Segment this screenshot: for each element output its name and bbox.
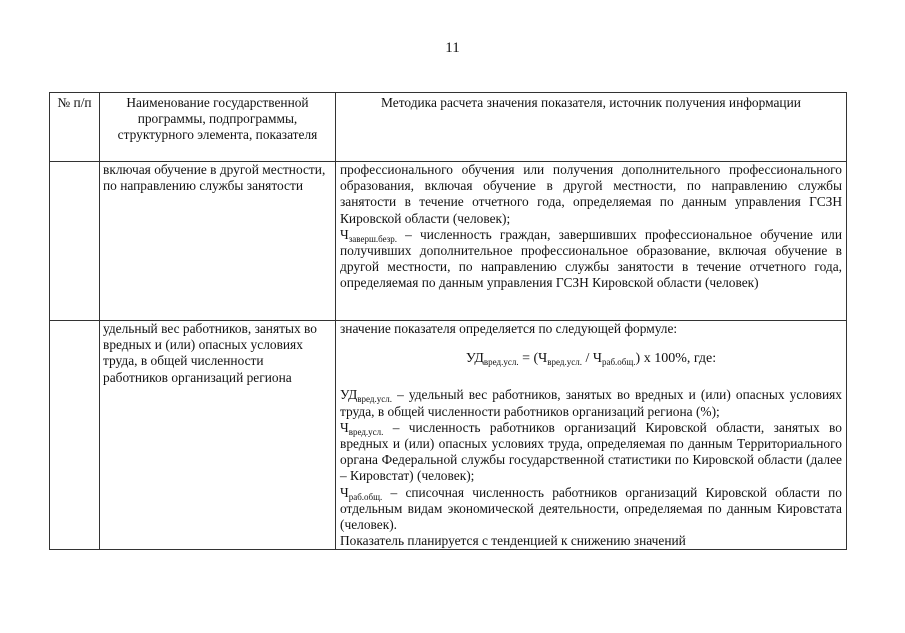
formula-intro: значение показателя определяется по следующей формуле:	[340, 321, 678, 336]
def1-symbol: УД	[340, 387, 358, 403]
def3-text: – списочная численность работников организаций Кировской области по отдельным видам экономической деятельности, определяемая по данным Кировстата (человек).	[340, 484, 842, 533]
row2-num	[50, 321, 100, 550]
def2-sub: вред.усл.	[348, 426, 384, 437]
def2-symbol: Ч	[340, 419, 349, 435]
def3-symbol: Ч	[340, 484, 349, 500]
def2-text: – численность работников организаций Кировской области, занятых во вредных и (или) опасных условиях труда, определяемая по данным Территориального органа Федеральной службы государственной статистики по Кировской области (далее – Кировстат) (человек);	[340, 419, 842, 484]
page-number: 11	[445, 40, 460, 56]
def-symbol: Ч	[340, 226, 349, 242]
definition-ch-rab	[340, 485, 842, 534]
header-num: № п/п	[50, 93, 100, 162]
row1-num	[50, 162, 100, 321]
formula	[340, 351, 842, 367]
def3-sub: раб.общ.	[348, 491, 383, 502]
header-method: Методика расчета значения показателя, источник получения информации	[336, 93, 847, 162]
row1-method-text: профессионального обучения или получения дополнительного профессионального образования, включая обучение в другой местности, по направлению службы занятости в течение отчетного года, определяемая по данным управления ГСЗН Кировской области (человек);	[340, 162, 842, 226]
indicator-table	[49, 92, 847, 550]
formula-lhs: УД	[465, 351, 484, 367]
formula-tail: ) х 100%, где:	[635, 351, 717, 367]
row1-name: включая обучение в другой местности, по направлению службы занятости	[100, 162, 336, 321]
formula-num-sub: вред.усл.	[547, 357, 582, 368]
formula-div: / Ч	[581, 351, 602, 367]
table-row	[50, 321, 847, 550]
def-text: – численность граждан, завершивших профессиональное обучение или получивших дополнительное профессиональное образование, включая обучение в другой местности, по направлению службы занятости в течение отчетного года, определяемая по данным управления ГСЗН Кировской области (человек)	[340, 226, 842, 291]
trend-note: Показатель планируется с тенденцией к снижению значений	[340, 533, 686, 549]
row2-method	[336, 321, 847, 550]
formula-eq: = (Ч	[518, 351, 548, 367]
row1-definition	[340, 227, 842, 292]
def1-sub: вред.усл.	[357, 394, 392, 405]
definition-ch-vred	[340, 420, 842, 485]
header-name: Наименование государственной программы, подпрограммы, структурного элемента, показателя	[100, 93, 336, 162]
row1-method	[336, 162, 847, 321]
formula-lhs-sub: вред.усл.	[483, 357, 519, 368]
table-row	[50, 162, 847, 321]
def-subscript: заверш.безр.	[348, 233, 397, 244]
table-header-row	[50, 93, 847, 162]
definition-ud	[340, 387, 842, 419]
def1-text: – удельный вес работников, занятых во вредных и (или) опасных условиях труда, в общей численности работников организаций региона (%);	[340, 387, 842, 419]
row2-name: удельный вес работников, занятых во вредных и (или) опасных условиях труда, в общей численности работников организаций региона	[100, 321, 336, 550]
formula-den-sub: раб.общ.	[601, 357, 636, 368]
